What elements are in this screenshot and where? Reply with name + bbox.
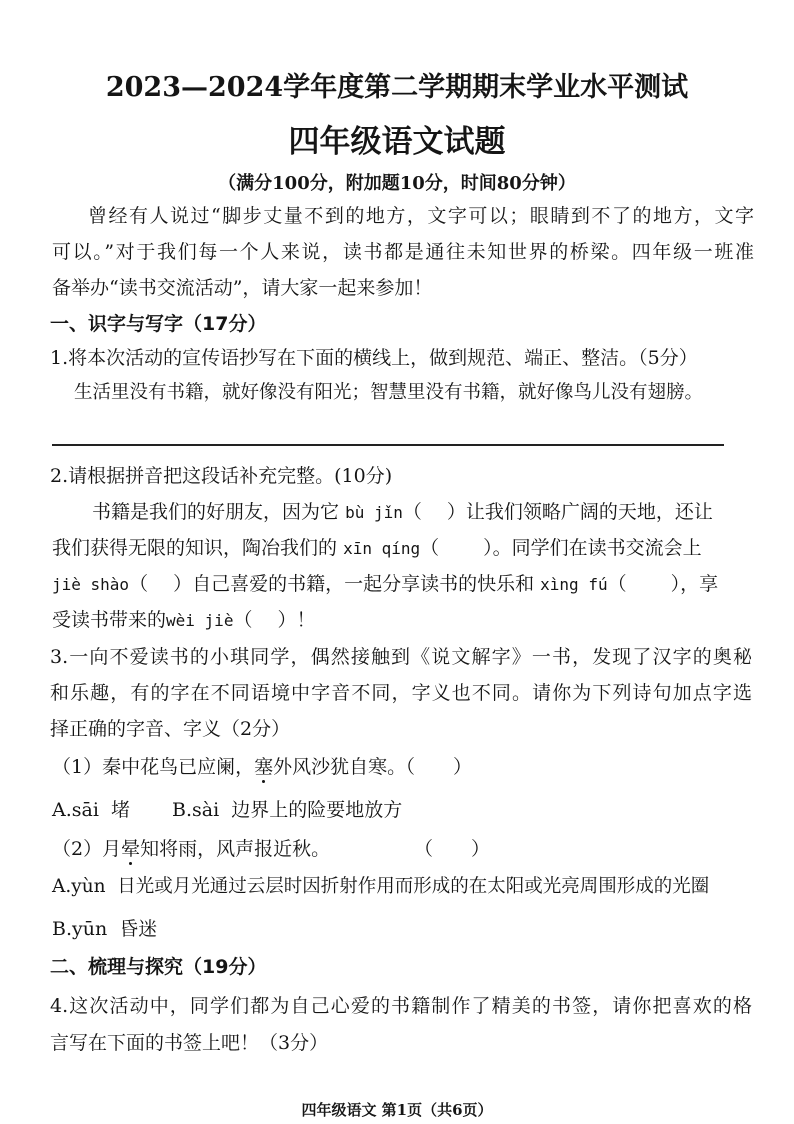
poem-text: 知将雨，风声报近秋。 bbox=[140, 838, 331, 860]
poem-text: 外风沙犹自寒。 bbox=[273, 756, 407, 778]
blank-weijie[interactable]: （ ）！ bbox=[233, 609, 316, 631]
section2-heading: 二、梳理与探究（19分） bbox=[50, 956, 267, 978]
q3-item2-blank[interactable]: （ ） bbox=[414, 838, 491, 860]
blank-xinqing[interactable]: （ ）。同学们在读书交流会上 bbox=[420, 537, 702, 559]
intro-line: 可以。”对于我们每一个人来说，读书都是通往未知世界的桥梁。四年级一班准 bbox=[52, 241, 754, 263]
q2-text: 书籍是我们的好朋友，因为它 bbox=[92, 501, 340, 523]
dotted-char: 塞 bbox=[254, 756, 274, 778]
q3-item2-option-b: B.yūn 昏迷 bbox=[52, 918, 158, 940]
q1-prompt: 1.将本次活动的宣传语抄写在下面的横线上，做到规范、端正、整洁。（5分） bbox=[50, 347, 698, 369]
exam-title: 2023—2024学年度第二学期期末学业水平测试 bbox=[105, 72, 689, 103]
q2-line bbox=[92, 500, 713, 525]
intro-line: 备举办“读书交流活动”，请大家一起来参加！ bbox=[52, 277, 433, 299]
q3-item2 bbox=[52, 837, 330, 861]
q3-item2-option-a: A.yùn 日光或月光通过云层时因折射作用而形成的在太阳或光亮周围形成的光圈 bbox=[52, 876, 710, 897]
poem-text: （1）秦中花鸟已应阑， bbox=[52, 756, 255, 778]
dotted-char: 晕 bbox=[121, 838, 141, 860]
pinyin: xìng fú bbox=[540, 575, 608, 594]
q3-item1-option-a: A.sāi 堵 bbox=[52, 799, 130, 821]
poem-text: （2）月 bbox=[52, 838, 122, 860]
blank-jieshao[interactable]: （ ）自己喜爱的书籍，一起分享读书的快乐和 bbox=[129, 573, 535, 595]
pinyin: xīn qíng bbox=[343, 539, 421, 558]
q2-prompt: 2.请根据拼音把这段话补充完整。(10分) bbox=[50, 465, 393, 487]
q2-line bbox=[52, 572, 718, 597]
page-footer: 四年级语文 第1页（共6页） bbox=[301, 1101, 493, 1119]
section1-heading: 一、识字与写字（17分） bbox=[50, 313, 267, 335]
blank-xingfu[interactable]: （ ），享 bbox=[607, 573, 719, 595]
intro-line: 曾经有人说过“脚步丈量不到的地方，文字可以；眼睛到不了的地方，文字 bbox=[88, 205, 754, 227]
exam-note: （满分100分，附加题10分，时间80分钟） bbox=[218, 173, 576, 194]
q2-line bbox=[52, 536, 702, 561]
blank-bujin[interactable]: （ ）让我们领略广阔的天地，还让 bbox=[402, 501, 713, 523]
q3-prompt: 3.一向不爱读书的小琪同学，偶然接触到《说文解字》一书，发现了汉字的奥秘 bbox=[50, 646, 752, 668]
q4-prompt: 言写在下面的书签上吧！（3分） bbox=[50, 1032, 329, 1054]
q3-item1-option-b: B.sài 边界上的险要地放方 bbox=[172, 799, 403, 821]
q2-line bbox=[52, 608, 316, 633]
q3-prompt: 择正确的字音、字义（2分） bbox=[50, 718, 291, 740]
pinyin: jiè shào bbox=[52, 575, 130, 594]
exam-subtitle: 四年级语文试题 bbox=[288, 124, 506, 160]
q2-text: 我们获得无限的知识，陶冶我们的 bbox=[52, 537, 338, 559]
q4-prompt: 4.这次活动中，同学们都为自己心爱的书籍制作了精美的书签，请你把喜欢的格 bbox=[50, 995, 752, 1017]
pinyin: wèi jiè bbox=[166, 611, 234, 630]
q1-motto: 生活里没有书籍，就好像没有阳光；智慧里没有书籍，就好像鸟儿没有翅膀。 bbox=[74, 382, 704, 403]
q1-answer-line[interactable] bbox=[52, 444, 724, 446]
q3-item1-blank[interactable]: （ ） bbox=[396, 756, 473, 778]
q3-prompt: 和乐趣，有的字在不同语境中字音不同，字义也不同。请你为下列诗句加点字选 bbox=[50, 682, 752, 704]
q2-text: 受读书带来的 bbox=[52, 609, 167, 631]
pinyin: bù jǐn bbox=[345, 503, 403, 522]
q3-item1 bbox=[52, 755, 406, 779]
